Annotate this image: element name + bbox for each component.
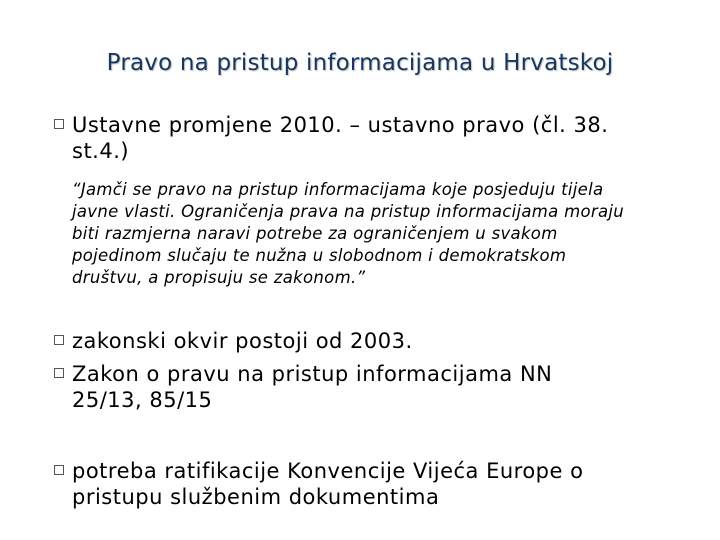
quote-line: pojedinom slučaju te nužna u slobodnom i demokratskom (72, 246, 567, 265)
bullet-access-law (54, 361, 552, 413)
bullet-box-icon (54, 119, 64, 129)
bullet-line: 25/13, 85/15 (72, 388, 213, 412)
constitution-quote (72, 179, 682, 289)
quote-line: javne vlasti. Ograničenja prava na pristup informacijama moraju (72, 202, 625, 221)
bullet-box-icon (54, 465, 64, 475)
quote-line: društvu, a propisuju se zakonom.” (72, 268, 366, 287)
bullet-constitution (54, 112, 608, 164)
slide-title: Pravo na pristup informacijama u Hrvatskoj (106, 50, 614, 76)
bullet-line: Zakon o pravu na pristup informacijama NN (72, 362, 553, 386)
bullet-line: zakonski okvir postoji od 2003. (72, 329, 413, 353)
quote-line: “Jamči se pravo na pristup informacijama koje posjeduju tijela (72, 180, 604, 199)
bullet-line: potreba ratifikacije Konvencije Vijeća Europe o (72, 459, 584, 483)
bullet-box-icon (54, 335, 64, 345)
bullet-convention (54, 458, 583, 510)
bullet-box-icon (54, 368, 64, 378)
quote-line: biti razmjerna naravi potrebe za ograničenjem u svakom (72, 224, 558, 243)
bullet-legal-framework (54, 328, 413, 354)
bullet-line: Ustavne promjene 2010. – ustavno pravo (čl. 38. (72, 113, 609, 137)
bullet-line: st.4.) (72, 139, 130, 163)
bullet-line: pristupu službenim dokumentima (72, 485, 440, 509)
